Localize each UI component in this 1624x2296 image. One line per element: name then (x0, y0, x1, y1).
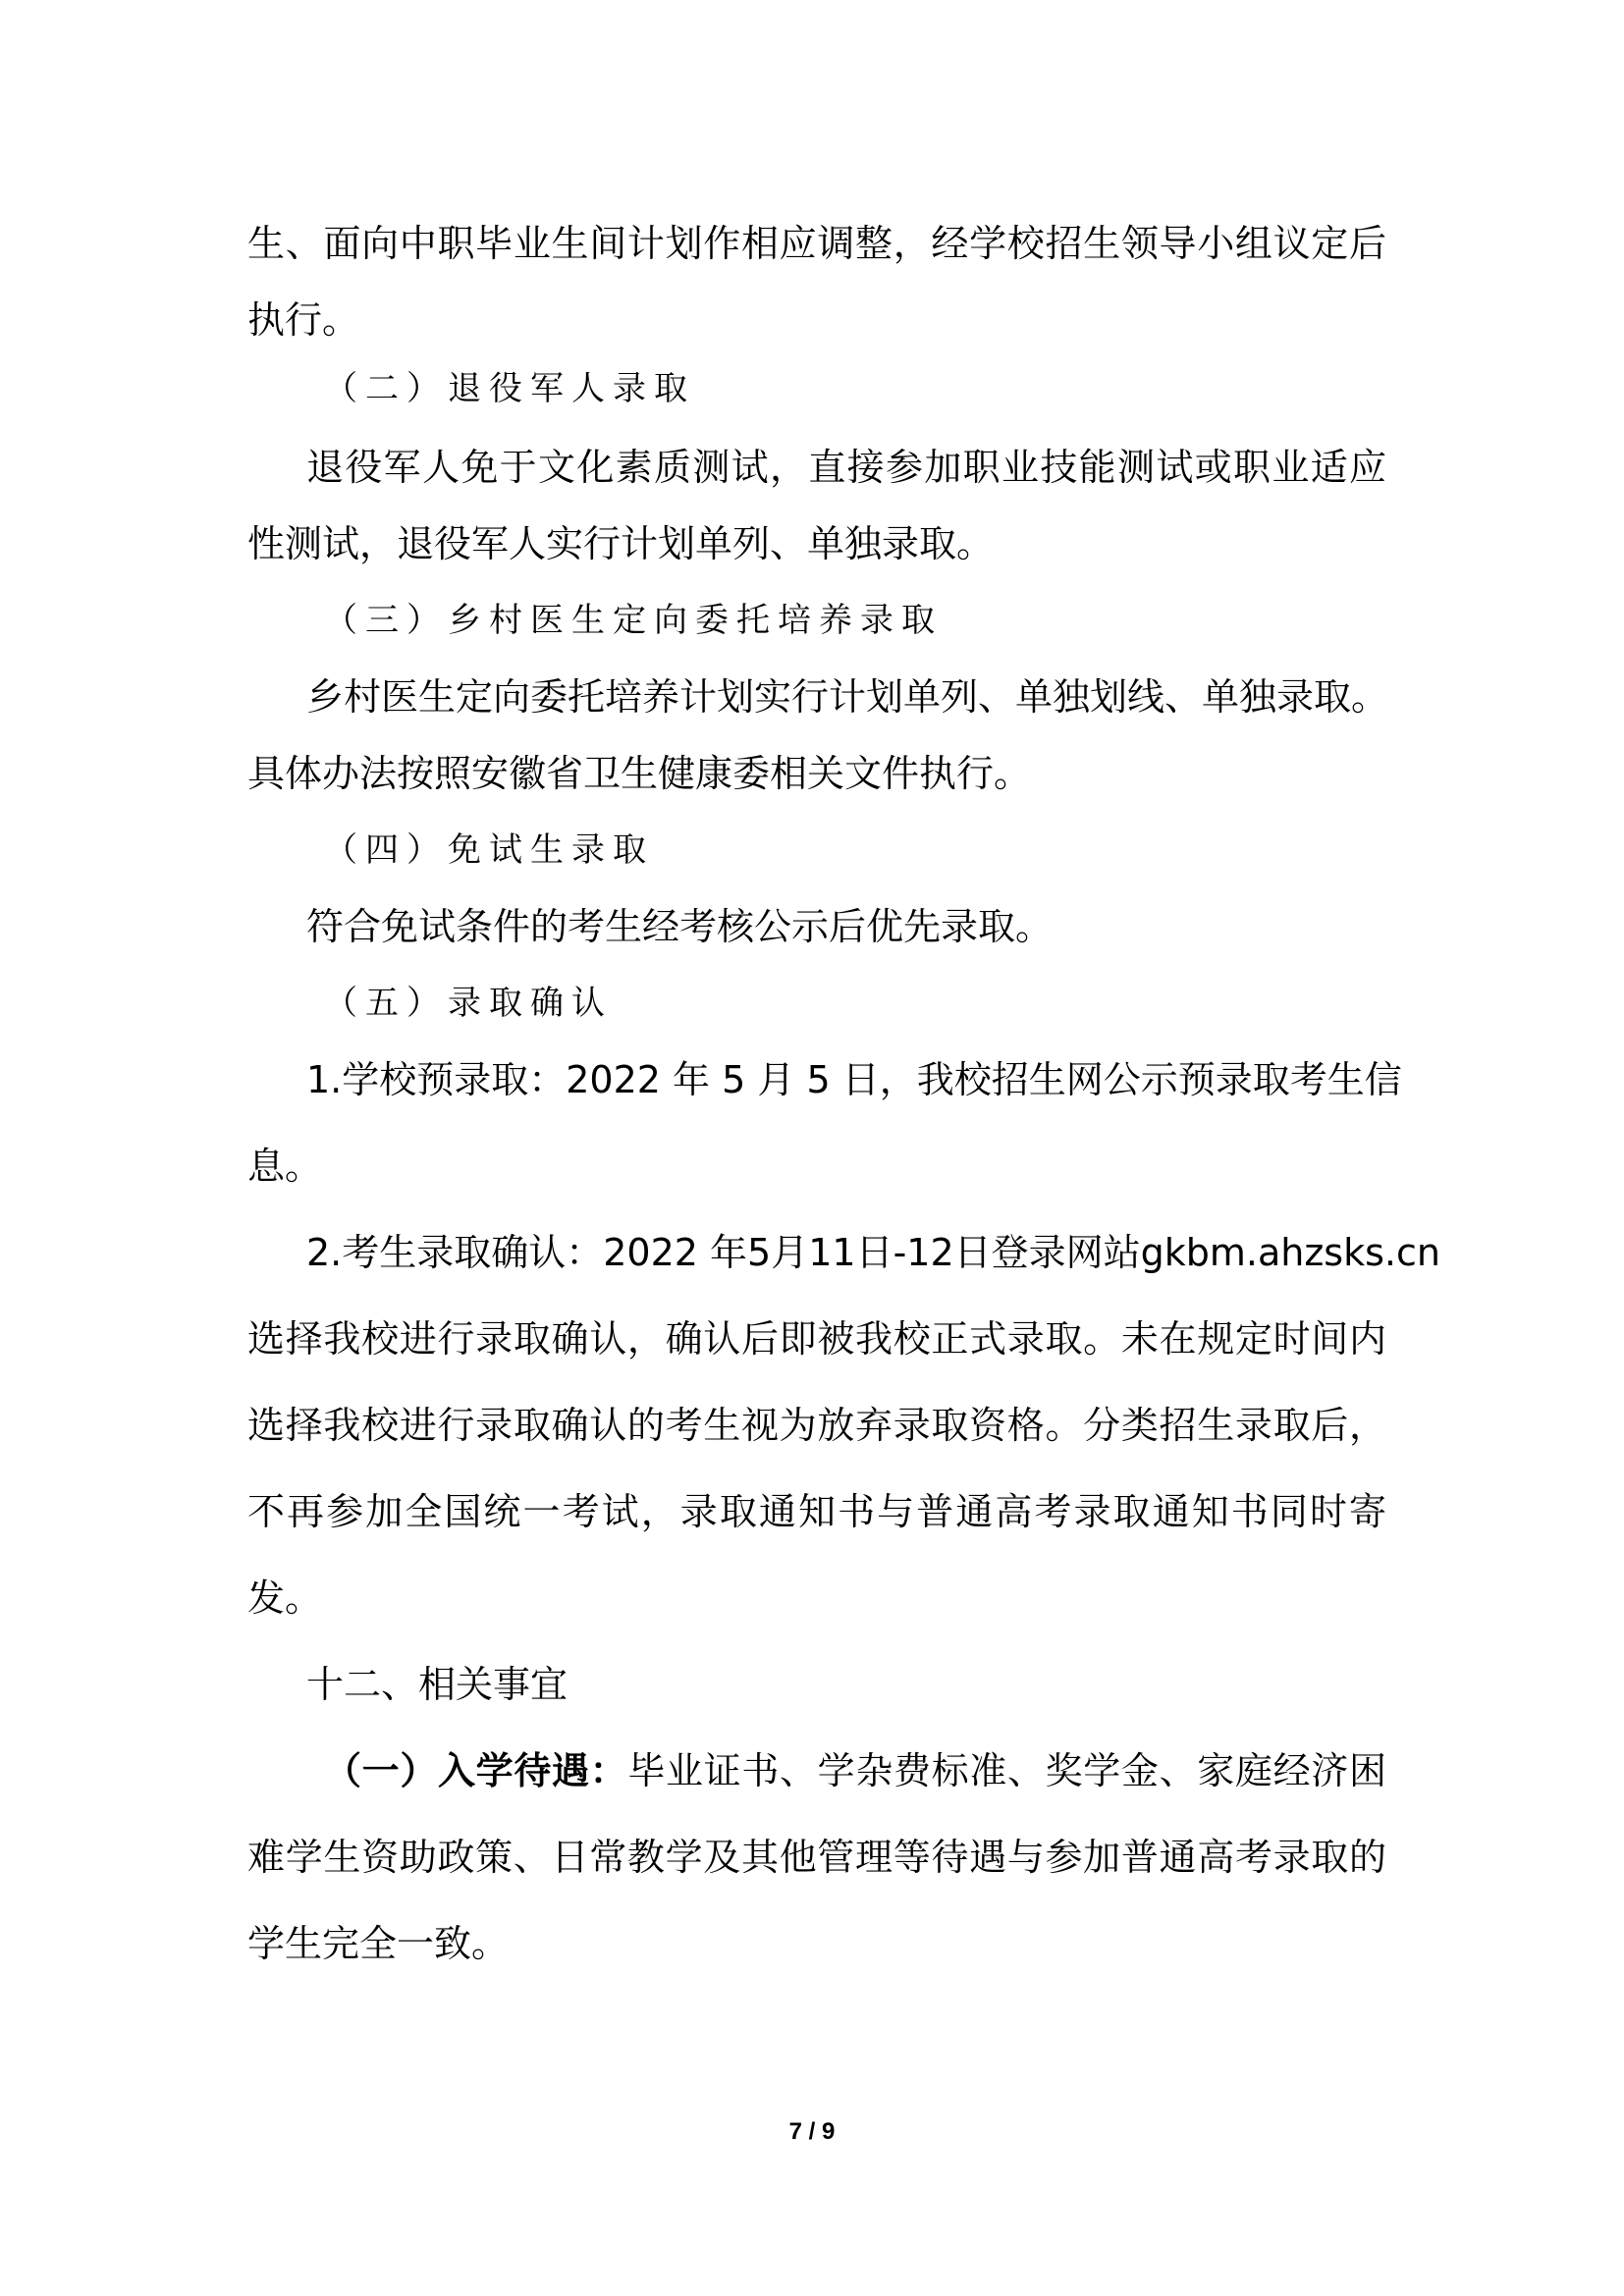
paragraph-text: 毕业证书、学杂费标准、奖学金、家庭经济困 (627, 1749, 1386, 1792)
section-heading: （五）录取确认 (324, 984, 613, 1023)
section-heading: （二）退役军人录取 (324, 369, 695, 408)
paragraph-line: 不再参加全国统一考试，录取通知书与普通高考录取通知书同时寄 (247, 1490, 1386, 1533)
section-heading: （三）乡村医生定向委托培养录取 (324, 601, 943, 640)
paragraph-line: 1.学校预录取：2022 年 5 月 5 日，我校招生网公示预录取考生信 (306, 1058, 1402, 1101)
paragraph-line (324, 1745, 1386, 1796)
section-heading: （四）免试生录取 (324, 830, 654, 870)
paragraph-line: 选择我校进行录取确认的考生视为放弃录取资格。分类招生录取后， (247, 1404, 1386, 1447)
paragraph-line: 生、面向中职毕业生间计划作相应调整，经学校招生领导小组议定后 (247, 222, 1386, 265)
bold-label: 入学待遇： (438, 1749, 628, 1792)
paragraph-line: 执行。 (247, 298, 360, 342)
paragraph-line: 乡村医生定向委托培养计划实行计划单列、单独划线、单独录取。 (306, 675, 1389, 719)
page-number: 7 / 9 (788, 2118, 836, 2145)
paragraph-line: 具体办法按照安徽省卫生健康委相关文件执行。 (247, 752, 1032, 795)
paragraph-line: 符合免试条件的考生经考核公示后优先录取。 (306, 905, 1054, 948)
paragraph-line: 性测试，退役军人实行计划单列、单独录取。 (247, 522, 995, 565)
paragraph-line: 学生完全一致。 (247, 1922, 510, 1965)
paragraph-line: 息。 (247, 1145, 323, 1188)
paragraph-line: 难学生资助政策、日常教学及其他管理等待遇与参加普通高考录取的 (247, 1836, 1386, 1879)
section-title: 十二、相关事宜 (306, 1663, 568, 1706)
paragraph-line: 2.考生录取确认：2022 年5月11日-12日登录网站gkbm.ahzsks.cn (306, 1231, 1440, 1274)
paragraph-line: 退役军人免于文化素质测试，直接参加职业技能测试或职业适应 (306, 446, 1386, 489)
paragraph-line: 发。 (247, 1576, 323, 1620)
paragraph-line: 选择我校进行录取确认，确认后即被我校正式录取。未在规定时间内 (247, 1317, 1386, 1361)
bold-prefix: （一） (324, 1749, 438, 1792)
